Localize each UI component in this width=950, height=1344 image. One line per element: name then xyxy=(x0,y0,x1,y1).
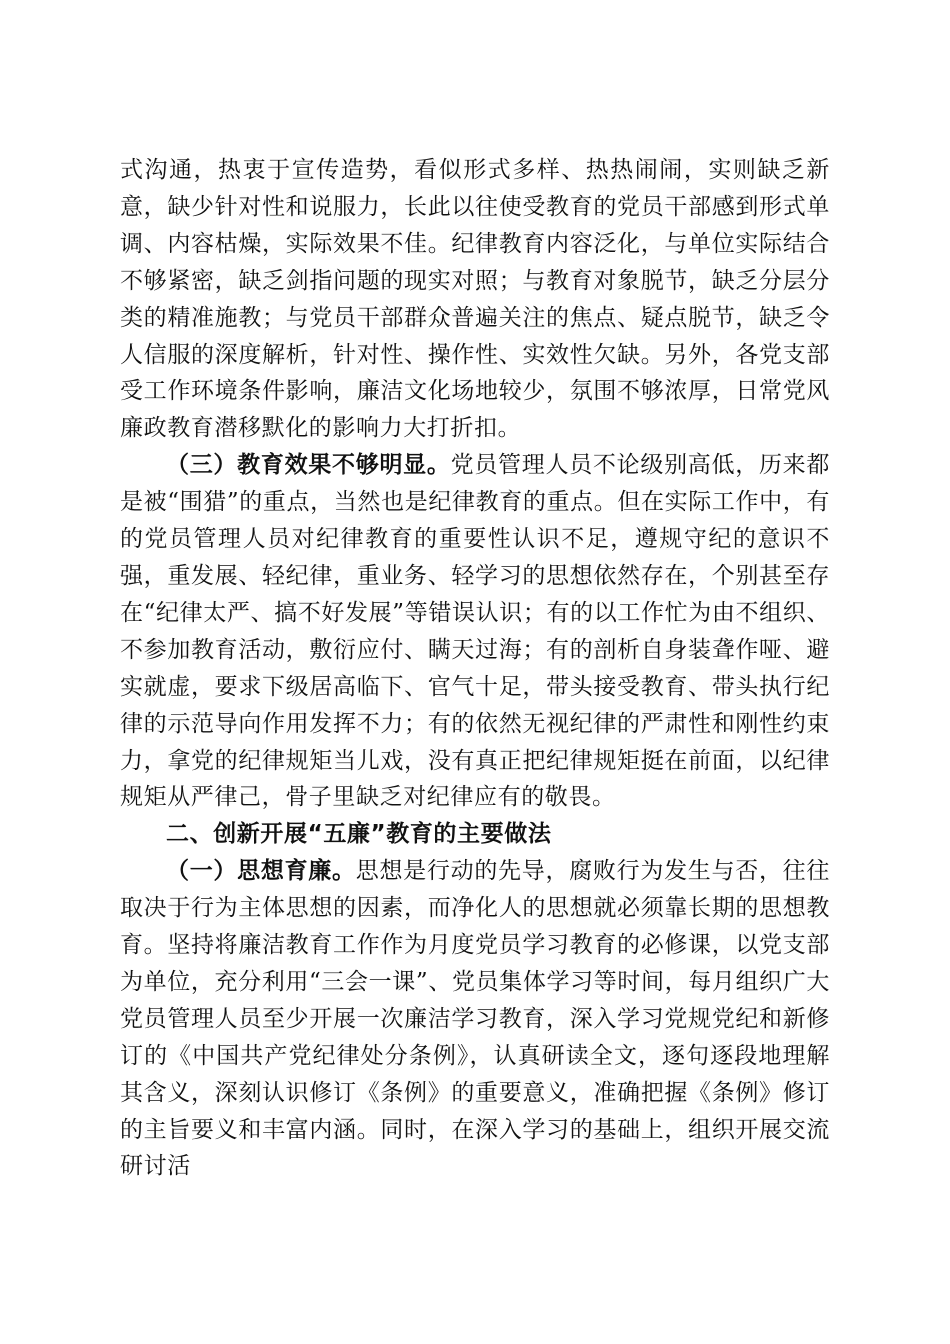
paragraph-body: 式沟通，热衷于宣传造势，看似形式多样、热热闹闹，实则缺乏新意，缺少针对性和说服力，长此以往使受教育的党员干部感到形式单调、内容枯燥，实际效果不佳。纪律教育内容泛化，与单位实际结合不够紧密，缺乏剑指问题的现实对照；与教育对象脱节，缺乏分层分类的精准施教；与党员干部群众普遍关注的焦点、疑点脱节，缺乏令人信服的深度解析，针对性、操作性、实效性欠缺。另外，各党支部受工作环境条件影响，廉洁文化场地较少，氛围不够浓厚，日常党风廉政教育潜移默化的影响力大打折扣。 xyxy=(120,157,830,442)
paragraph-body: 党员管理人员不论级别高低，历来都是被“围猎”的重点，当然也是纪律教育的重点。但在实际工作中，有的党员管理人员对纪律教育的重要性认识不足，遵规守纪的意识不强，重发展、轻纪律，重业务、轻学习的思想依然存在，个别甚至存在“纪律太严、搞不好发展”等错误认识；有的以工作忙为由不组织、不参加教育活动，敷衍应付、瞒天过海；有的剖析自身装聋作哑、避实就虚，要求下级居高临下、官气十足，带头接受教育、带头执行纪律的示范导向作用发挥不力；有的依然无视纪律的严肃性和刚性约束力，拿党的纪律规矩当儿戏，没有真正把纪律规矩挺在前面，以纪律规矩从严律己，骨子里缺乏对纪律应有的敬畏。 xyxy=(120,452,830,811)
paragraph-education-effect xyxy=(120,447,830,816)
document-page xyxy=(120,152,830,1185)
paragraph-body: 思想是行动的先导，腐败行为发生与否，往往取决于行为主体思想的因素，而净化人的思想就必须靠长期的思想教育。坚持将廉洁教育工作作为月度党员学习教育的必修课，以党支部为单位，充分利用“三会一课”、党员集体学习等时间，每月组织广大党员管理人员至少开展一次廉洁学习教育，深入学习党规党纪和新修订的《中国共产党纪律处分条例》，认真研读全文，逐句逐段地理解其含义，深刻认识修订《条例》的重要意义，准确把握《条例》修订的主旨要义和丰富内涵。同时，在深入学习的基础上，组织开展交流研讨活 xyxy=(120,858,830,1180)
paragraph-thought-integrity xyxy=(120,853,830,1185)
paragraph-lead: （一）思想育廉。 xyxy=(166,857,356,885)
section-heading: 二、创新开展“五廉”教育的主要做法 xyxy=(166,821,552,848)
paragraph-continuation xyxy=(120,152,830,447)
paragraph-lead: （三）教育效果不够明显。 xyxy=(166,451,451,479)
